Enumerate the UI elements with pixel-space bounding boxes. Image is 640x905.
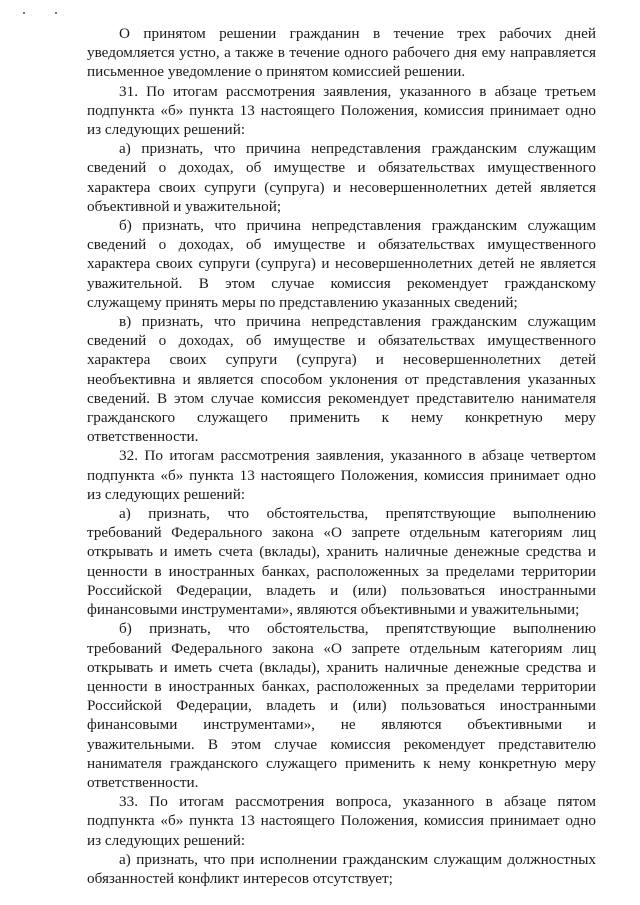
paragraph-item-31: 31. По итогам рассмотрения заявления, указанного в абзаце третьем подпункта «б» пункта 13 настоящего Положения, комиссия принимает одно из следующих решений:	[87, 82, 596, 139]
paragraph-item-33: 33. По итогам рассмотрения вопроса, указанного в абзаце пятом подпункта «б» пункта 13 настоящего Положения, комиссия принимает одно из следующих решений:	[87, 793, 596, 849]
scan-artifact-dot	[55, 12, 57, 14]
paragraph-item-32-a: а) признать, что обстоятельства, препятствующие выполнению требований Федерального закона «О запрете отдельным категориям лиц открывать и иметь счета (вклады), хранить наличные денежные средства и ценности в иностранных банках, расположенных за пределами территории Российской Федерации, владеть и (или) пользоваться иностранными финансовыми инструментами», являются объективными и уважительными;	[87, 505, 596, 619]
paragraph-notification: О принятом решении гражданин в течение трех рабочих дней уведомляется устно, а также в течение одного рабочего дня ему направляется письменное уведомление о принятом комиссией решении.	[87, 25, 596, 81]
paragraph-item-31-b: б) признать, что причина непредставления гражданским служащим сведений о доходах, об имуществе и обязательствах имущественного характера своих супруги (супруга) и несовершеннолетних детей не является уважительной. В этом случае комиссия рекомендует гражданскому служащему принять меры по представлению указанных сведений;	[87, 217, 596, 311]
paragraph-item-32-b: б) признать, что обстоятельства, препятствующие выполнению требований Федерального закона «О запрете отдельным категориям лиц открывать и иметь счета (вклады), хранить наличные денежные средства и ценности в иностранных банках, расположенных за пределами территории Российской Федерации, владеть и (или) пользоваться иностранными финансовыми инструментами», не являются объективными и уважительными. В этом случае комиссия рекомендует представителю нанимателя гражданского служащего применить к нему конкретную меру ответственности.	[87, 620, 596, 791]
paragraph-item-33-a: а) признать, что при исполнении гражданским служащим должностных обязанностей конфликт интересов отсутствует;	[87, 850, 596, 887]
scan-artifact-dot	[23, 12, 25, 14]
paragraph-item-31-v: в) признать, что причина непредставления гражданским служащим сведений о доходах, об имуществе и обязательствах имущественного характера своих супруги (супруга) и несовершеннолетних детей необъективна и является способом уклонения от представления указанных сведений. В этом случае комиссия рекомендует представителю нанимателя гражданского служащего применить к нему конкретную меру ответственности.	[87, 313, 596, 446]
paragraph-item-32: 32. По итогам рассмотрения заявления, указанного в абзаце четвертом подпункта «б» пункта 13 настоящего Положения, комиссия принимает одно из следующих решений:	[87, 447, 596, 503]
paragraph-item-31-a: а) признать, что причина непредставления гражданским служащим сведений о доходах, об имуществе и обязательствах имущественного характера своих супруги (супруга) и несовершеннолетних детей является объективной и уважительной;	[87, 140, 596, 215]
